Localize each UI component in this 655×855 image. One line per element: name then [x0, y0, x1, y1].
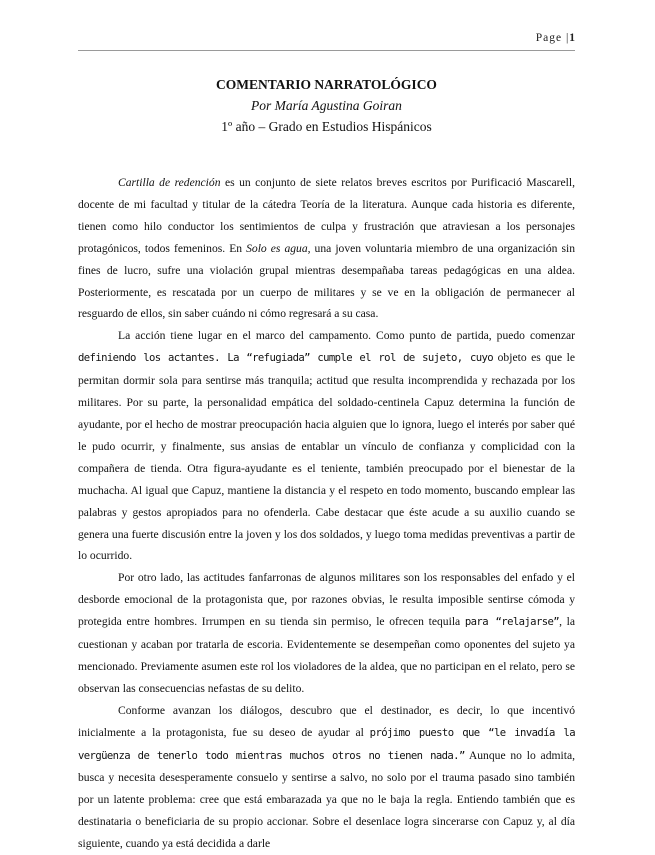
header-rule	[78, 50, 575, 51]
author-line: Por María Agustina Goiran	[251, 98, 402, 113]
paragraph-1-text-b: una joven voluntaria miembro de una organización sin fines de lucro, sufre una violación grupal mientras desempañaba tareas pedagógicas en una aldea. Posteriormente, es rescatada por un cuerpo de militares y se ve en la obligación de permanecer al resguardo de ellos, sin saber cuándo ni cómo regresará a su casa.	[78, 241, 576, 321]
paragraph-3	[78, 567, 575, 699]
paragraph-2-handwritten-fragment: definiendo los actantes. La “refugiada” cumple el rol de sujeto, cuyo	[78, 352, 494, 365]
document-title: COMENTARIO NARRATOLÓGICO	[216, 77, 437, 92]
paragraph-3-text-b: , la cuestionan y acaban por tratarla de escoria. Evidentemente se desempeñan como oponentes del sujeto ya mencionado. Previamente asumen este rol los violadores de la aldea, que no participan en el relato, pero se observan las consecuencias nefastas de su delito.	[78, 615, 576, 695]
document-body	[78, 172, 575, 855]
page-number: 1	[569, 32, 575, 44]
paragraph-4-text-a: Conforme avanzan los diálogos, descubro que el destinador, es decir, lo que incentivó inicialmente a la protagonista, fue su deseo de ayudar al	[78, 703, 575, 739]
paragraph-4-handwritten-fragment: prójimo puesto que “le invadía la vergüenza de tenerlo todo mientras muchos otros no tienen nada.”	[78, 726, 575, 762]
paragraph-3-handwritten-fragment: para “relajarse”	[464, 616, 560, 629]
page-label: Page	[535, 32, 563, 44]
paragraph-4-text-b: Aunque no lo admita, busca y necesita desesperamente consuelo y sentirse a salvo, no solo por el trauma pasado sino también por un latente problema: cree que está embarazada ya que no le baja la regla. Entiendo también que es destinataria o beneficiaria de su propio accionar. Sobre el desenlace logra sincerarse con Capuz y, al día siguiente, cuando ya está decidida a darle	[78, 748, 576, 851]
paragraph-1	[78, 172, 575, 325]
course-line: 1º año – Grado en Estudios Hispánicos	[221, 119, 432, 134]
paragraph-2	[78, 325, 575, 567]
story-title: Solo es agua,	[246, 241, 311, 255]
paragraph-3-text-a: Por otro lado, las actitudes fanfarronas de algunos militares son los responsables del enfado y el desborde emocional de la protagonista que, por razones obvias, le resulta imposible sentirse cómoda y protegida entre hombres. Irrumpen en su tienda sin permiso, le ofrecen tequila	[78, 571, 575, 629]
paragraph-1-text-a: es un conjunto de siete relatos breves escritos por Purificació Mascarell, docente de mi facultad y titular de la cátedra Teoría de la literatura. Aunque cada historia es diferente, tienen como hilo conductor los sentimientos de culpa y frustración que atraviesan a los personajes protagónicos, todos femeninos. En	[78, 176, 575, 255]
paragraph-4	[78, 700, 575, 855]
page-header: Page |1	[535, 32, 575, 44]
paragraph-2-text-a: La acción tiene lugar en el marco del campamento. Como punto de partida, puedo comenzar	[118, 329, 575, 343]
paragraph-2-text-b: objeto es que le permitan dormir sola para sentirse más tranquila; actitud que resulta incomprendida y rechazada por los militares. Por su parte, la personalidad empática del soldado-centinela Capuz determina la función de ayudante, por el hecho de mostrar preocupación hacia alguien que lo ignora, luego el interés por saber qué le pudo ocurrir, y finalmente, sus ansias de entablar un vínculo de confianza y complicidad con la compañera de tienda. Otra figura-ayudante es el teniente, también preocupado por el bienestar de la muchacha. Al igual que Capuz, mantiene la distancia y el respeto en todo momento, buscando emplear las palabras y gestos apropiados para no ofenderla. Cabe destacar que éste acude a su auxilio cuando se genera una fuerte discusión entre la joven y los dos soldados, y luego toma medidas preventivas a partir de lo ocurrido.	[78, 351, 575, 563]
title-block	[78, 74, 575, 137]
book-title: Cartilla de redención	[118, 176, 221, 189]
